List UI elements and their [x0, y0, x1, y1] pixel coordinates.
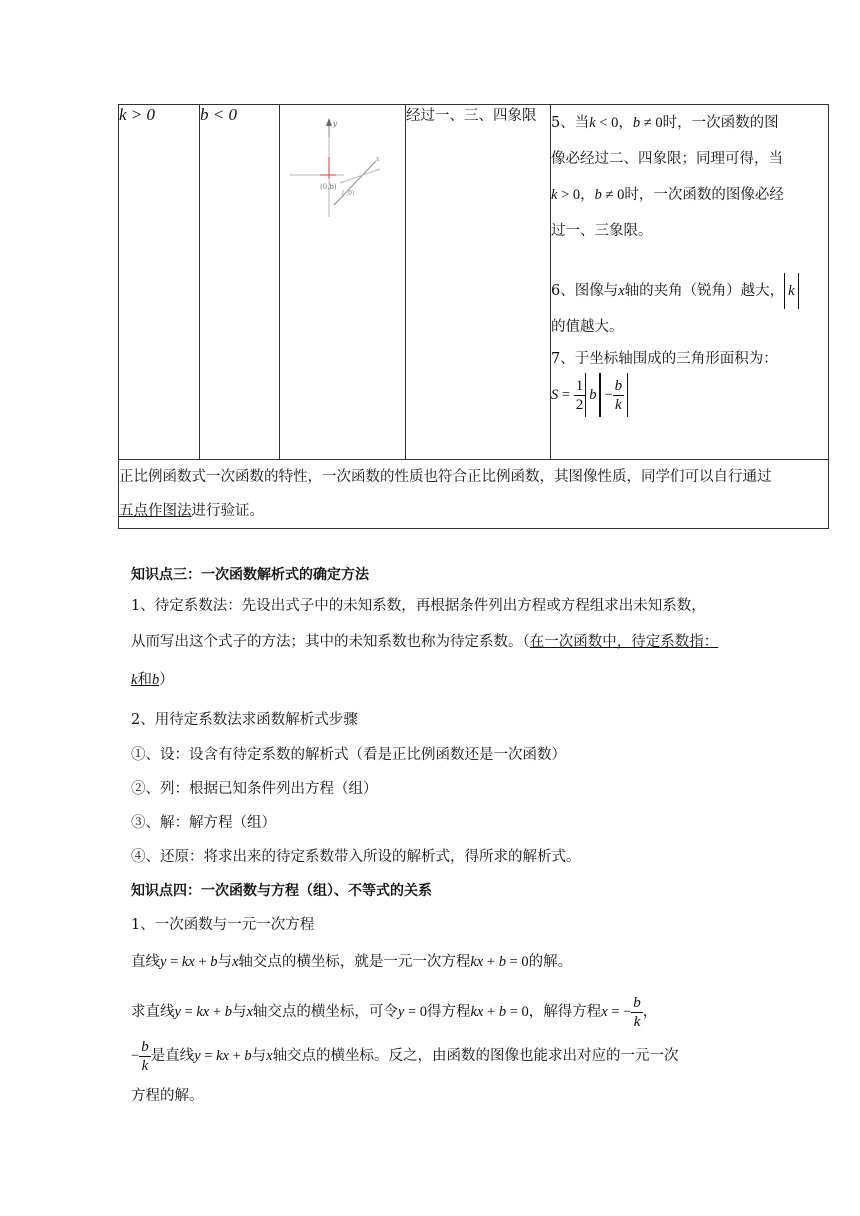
section4-line-1: 1、一次函数与一元一次方程: [131, 917, 315, 933]
property-5: 5、当k < 0，b ≠ 0时，一次函数的图 像必经过二、四象限；同理可得，当 k > 0，b ≠ 0时，一次函数的图像必经 过一、三象限。: [551, 115, 784, 239]
function-graph-sketch: [280, 113, 406, 233]
properties-table: [118, 104, 829, 529]
property-7: 7、于坐标轴围成的三角形面积为：: [551, 351, 778, 367]
table-row: [119, 460, 829, 529]
svg-text:x: x: [376, 156, 380, 163]
section3-line-1: 1、待定系数法：先设出式子中的未知系数，再根据条件列出方程或方程组求出未知系数，: [131, 598, 706, 614]
property-6: 6、图像与x轴的夹角（锐角）越大， k 的值越大。: [551, 273, 828, 345]
section4-line-4: − $\frac{b}{k}$ 是直线y = kx + b与x轴交点的横坐标。反之，由函数的图像也能求出对应的一元一次: [131, 1038, 679, 1074]
area-formula: S = $\frac{1}{2}$ b − $\frac{b}{k}$: [551, 373, 828, 421]
k-condition-cell: [119, 105, 200, 460]
step-3: ③、解：解方程（组）: [131, 815, 276, 831]
properties-cell: [551, 105, 829, 460]
svg-text:y: y: [333, 120, 337, 128]
section4-line-5: 方程的解。: [131, 1088, 204, 1104]
section4-line-3: 求直线y = kx + b与x轴交点的横坐标，可令y = 0得方程kx + b = 0，解得方程x = − $\frac{b}{k}$ ，: [131, 994, 658, 1030]
section3-line-4: 2、用待定系数法求函数解析式步骤: [131, 712, 358, 728]
b-condition: b < 0: [200, 105, 237, 124]
k-condition: k > 0: [119, 105, 156, 124]
section3-line-2: 从而写出这个式子的方法；其中的未知系数也称为待定系数。（在一次函数中，待定系数指：: [131, 634, 719, 650]
section4-line-2: 直线y = kx + b与x轴交点的横坐标，就是一元一次方程kx + b = 0的解。: [131, 954, 573, 970]
graph-cell: [280, 105, 406, 460]
svg-text:( ,0): ( ,0): [342, 190, 355, 197]
step-4: ④、还原：将求出来的待定系数带入所设的解析式，得所求的解析式。: [131, 849, 581, 865]
svg-text:(0,b): (0,b): [320, 183, 337, 191]
quadrant-text: 经过一、三、四象限: [406, 108, 537, 124]
note-cell: 正比例函数式一次函数的特性，一次函数的性质也符合正比例函数，其图像性质，同学们可以自行通过 五点作图法进行验证。: [119, 460, 829, 529]
section4-heading: 知识点四：一次函数与方程（组）、不等式的关系: [131, 883, 432, 899]
section3-line-3: k和b）: [131, 672, 174, 688]
quadrant-cell: [406, 105, 551, 460]
step-2: ②、列：根据已知条件列出方程（组）: [131, 781, 378, 797]
b-condition-cell: [200, 105, 280, 460]
section3-heading: 知识点三：一次函数解析式的确定方法: [131, 567, 369, 583]
step-1: ①、设：设含有待定系数的解析式（看是正比例函数还是一次函数）: [131, 747, 566, 763]
five-point-method-link: 五点作图法: [119, 503, 192, 519]
table-row: [119, 105, 829, 460]
